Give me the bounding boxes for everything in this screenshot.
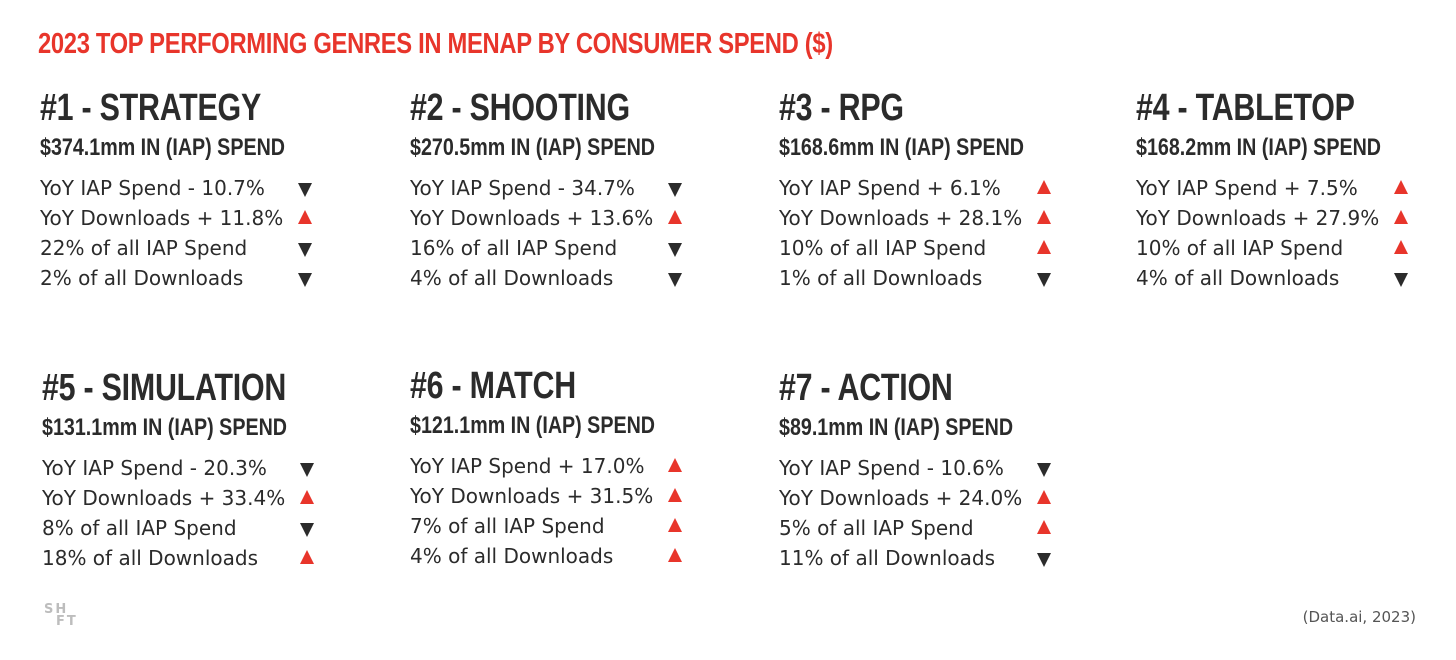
down-triangle-icon <box>1037 553 1051 567</box>
genre-card-action <box>779 366 1139 574</box>
stat-row <box>42 454 332 484</box>
stat-row <box>1136 204 1426 234</box>
genre-spend: $168.2mm IN (IAP) SPEND <box>1136 134 1382 161</box>
down-triangle-icon <box>298 183 312 197</box>
page-title: 2023 TOP PERFORMING GENRES IN MENAP BY CONSUMER SPEND ($) <box>38 28 833 60</box>
down-triangle-icon <box>1037 273 1051 287</box>
stat-label: 10% of all IAP Spend <box>779 236 987 260</box>
stat-row <box>42 544 332 574</box>
stat-list <box>1136 174 1436 294</box>
stat-label: YoY IAP Spend - 20.3% <box>42 456 267 480</box>
stat-list <box>40 174 400 294</box>
up-triangle-icon <box>668 548 682 562</box>
genre-title: #2 - SHOOTING <box>410 87 630 129</box>
genre-spend: $374.1mm IN (IAP) SPEND <box>40 134 286 161</box>
genre-title: #7 - ACTION <box>779 367 953 409</box>
stat-label: 7% of all IAP Spend <box>410 514 605 538</box>
stat-label: 2% of all Downloads <box>40 266 244 290</box>
stat-row <box>40 234 330 264</box>
stat-row <box>779 454 1069 484</box>
stat-label: YoY IAP Spend + 17.0% <box>410 454 645 478</box>
stat-row <box>40 174 330 204</box>
genre-title: #5 - SIMULATION <box>42 367 287 409</box>
genre-card-shooting <box>410 86 770 294</box>
up-triangle-icon <box>300 550 314 564</box>
stat-label: YoY Downloads + 27.9% <box>1136 206 1380 230</box>
stat-list <box>779 174 1139 294</box>
up-triangle-icon <box>668 488 682 502</box>
up-triangle-icon <box>668 518 682 532</box>
genre-title: #4 - TABLETOP <box>1136 87 1355 129</box>
stat-label: YoY Downloads + 28.1% <box>779 206 1023 230</box>
genre-card-match <box>410 364 770 572</box>
stat-label: 22% of all IAP Spend <box>40 236 248 260</box>
stat-label: 8% of all IAP Spend <box>42 516 237 540</box>
up-triangle-icon <box>1037 240 1051 254</box>
up-triangle-icon <box>1037 490 1051 504</box>
down-triangle-icon <box>668 243 682 257</box>
stat-row <box>410 264 700 294</box>
stat-label: YoY IAP Spend - 10.6% <box>779 456 1004 480</box>
stat-row <box>779 234 1069 264</box>
stat-row <box>779 514 1069 544</box>
stat-label: 18% of all Downloads <box>42 546 259 570</box>
stat-row <box>779 174 1069 204</box>
down-triangle-icon <box>298 243 312 257</box>
genre-spend: $89.1mm IN (IAP) SPEND <box>779 414 1014 441</box>
up-triangle-icon <box>668 210 682 224</box>
stat-label: YoY Downloads + 13.6% <box>410 206 654 230</box>
up-triangle-icon <box>1037 210 1051 224</box>
genre-spend: $168.6mm IN (IAP) SPEND <box>779 134 1025 161</box>
stat-label: YoY IAP Spend - 34.7% <box>410 176 635 200</box>
stat-row <box>410 482 700 512</box>
down-triangle-icon <box>668 183 682 197</box>
stat-label: 4% of all Downloads <box>410 266 614 290</box>
up-triangle-icon <box>1037 520 1051 534</box>
stat-label: YoY Downloads + 24.0% <box>779 486 1023 510</box>
down-triangle-icon <box>668 273 682 287</box>
stat-row <box>410 204 700 234</box>
stat-row <box>779 484 1069 514</box>
up-triangle-icon <box>298 210 312 224</box>
stat-list <box>42 454 402 574</box>
stat-label: 16% of all IAP Spend <box>410 236 618 260</box>
stat-list <box>410 452 770 572</box>
stat-row <box>1136 234 1426 264</box>
stat-row <box>40 264 330 294</box>
up-triangle-icon <box>668 458 682 472</box>
stat-row <box>1136 264 1426 294</box>
stat-row <box>1136 174 1426 204</box>
stat-row <box>410 542 700 572</box>
stat-row <box>410 512 700 542</box>
stat-row <box>42 484 332 514</box>
genre-title: #1 - STRATEGY <box>40 87 261 129</box>
stat-row <box>779 204 1069 234</box>
stat-list <box>779 454 1139 574</box>
stat-label: 11% of all Downloads <box>779 546 996 570</box>
stat-row <box>410 174 700 204</box>
down-triangle-icon <box>298 273 312 287</box>
genre-card-strategy <box>40 86 400 294</box>
genre-spend: $121.1mm IN (IAP) SPEND <box>410 412 656 439</box>
up-triangle-icon <box>1394 180 1408 194</box>
down-triangle-icon <box>1037 463 1051 477</box>
stat-label: YoY Downloads + 11.8% <box>40 206 284 230</box>
stat-label: 5% of all IAP Spend <box>779 516 974 540</box>
down-triangle-icon <box>1394 273 1408 287</box>
stat-row <box>40 204 330 234</box>
stat-list <box>410 174 770 294</box>
genre-spend: $131.1mm IN (IAP) SPEND <box>42 414 288 441</box>
stat-row <box>779 264 1069 294</box>
logo-row: SH <box>44 602 69 617</box>
stat-label: YoY IAP Spend + 6.1% <box>779 176 1001 200</box>
up-triangle-icon <box>1037 180 1051 194</box>
genre-title: #3 - RPG <box>779 87 904 129</box>
stat-row <box>410 234 700 264</box>
stat-label: 4% of all Downloads <box>410 544 614 568</box>
stat-row <box>42 514 332 544</box>
stat-label: 1% of all Downloads <box>779 266 983 290</box>
genre-spend: $270.5mm IN (IAP) SPEND <box>410 134 656 161</box>
stat-label: YoY IAP Spend + 7.5% <box>1136 176 1358 200</box>
up-triangle-icon <box>300 490 314 504</box>
source-note: (Data.ai, 2023) <box>1302 608 1416 626</box>
up-triangle-icon <box>1394 210 1408 224</box>
stat-label: YoY IAP Spend - 10.7% <box>40 176 265 200</box>
genre-title: #6 - MATCH <box>410 365 576 407</box>
stat-label: 4% of all Downloads <box>1136 266 1340 290</box>
genre-card-tabletop <box>1136 86 1436 294</box>
genre-card-simulation <box>42 366 402 574</box>
stat-row <box>410 452 700 482</box>
genre-card-rpg <box>779 86 1139 294</box>
down-triangle-icon <box>300 523 314 537</box>
stat-label: YoY Downloads + 31.5% <box>410 484 654 508</box>
shift-logo <box>44 604 78 628</box>
logo-row: FT <box>56 614 78 629</box>
stat-label: YoY Downloads + 33.4% <box>42 486 286 510</box>
stat-label: 10% of all IAP Spend <box>1136 236 1344 260</box>
stat-row <box>779 544 1069 574</box>
down-triangle-icon <box>300 463 314 477</box>
up-triangle-icon <box>1394 240 1408 254</box>
